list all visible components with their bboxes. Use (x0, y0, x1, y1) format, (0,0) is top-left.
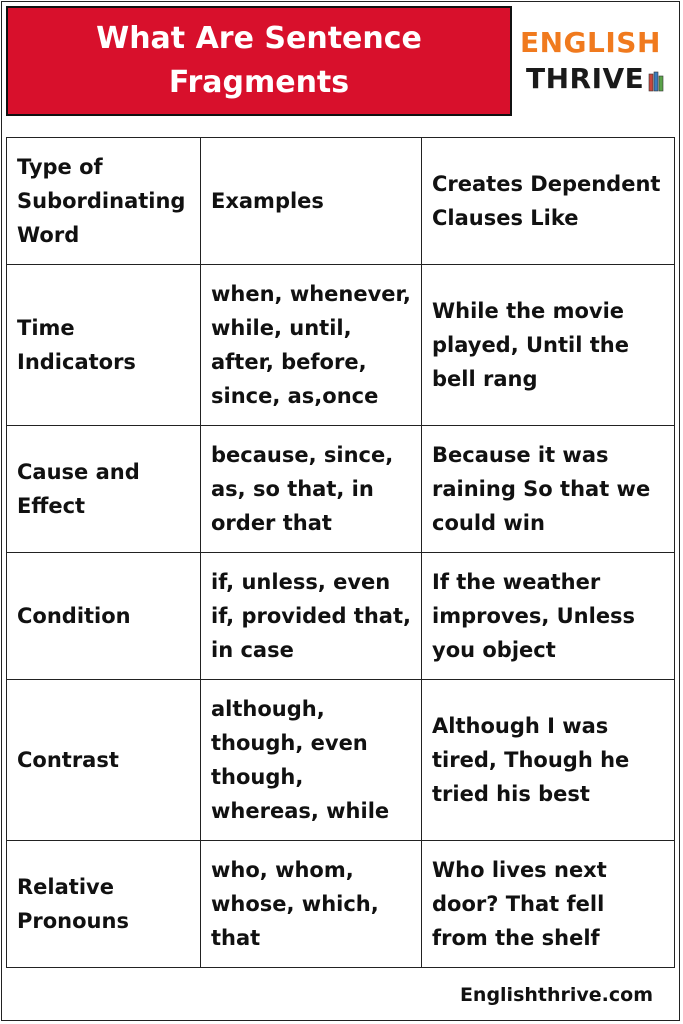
row-examples: when, whenever, while, until, after, before, since, as,once (201, 265, 422, 426)
row-type: Condition (7, 553, 201, 680)
table-row (7, 426, 675, 553)
page-title: What Are Sentence Fragments (96, 21, 422, 100)
fragments-table (6, 137, 675, 968)
footer-website: Englishthrive.com (459, 984, 653, 1006)
row-clauses: While the movie played, Until the bell rang (422, 265, 675, 426)
logo-line-1: ENGLISH (520, 26, 661, 59)
header-cell-creates: Creates Dependent Clauses Like (422, 138, 675, 265)
header-cell-type: Type of Subordinating Word (7, 138, 201, 265)
row-type: Relative Pronouns (7, 841, 201, 968)
table-row (7, 680, 675, 841)
header-cell-examples: Examples (201, 138, 422, 265)
brand-logo (518, 20, 678, 110)
row-examples: because, since, as, so that, in order that (201, 426, 422, 553)
table-row (7, 553, 675, 680)
logo-line-2: THRIVE (526, 62, 645, 95)
row-clauses: Although I was tired, Though he tried his best (422, 680, 675, 841)
row-examples: who, whom, whose, which, that (201, 841, 422, 968)
table-row (7, 265, 675, 426)
row-clauses: If the weather improves, Unless you object (422, 553, 675, 680)
row-type: Contrast (7, 680, 201, 841)
table-header-row (7, 138, 675, 265)
title-banner (6, 6, 512, 116)
row-examples: if, unless, even if, provided that, in case (201, 553, 422, 680)
row-clauses: Because it was raining So that we could win (422, 426, 675, 553)
books-icon (648, 70, 664, 92)
row-type: Time Indicators (7, 265, 201, 426)
row-examples: although, though, even though, whereas, while (201, 680, 422, 841)
row-clauses: Who lives next door? That fell from the shelf (422, 841, 675, 968)
table-row (7, 841, 675, 968)
row-type: Cause and Effect (7, 426, 201, 553)
